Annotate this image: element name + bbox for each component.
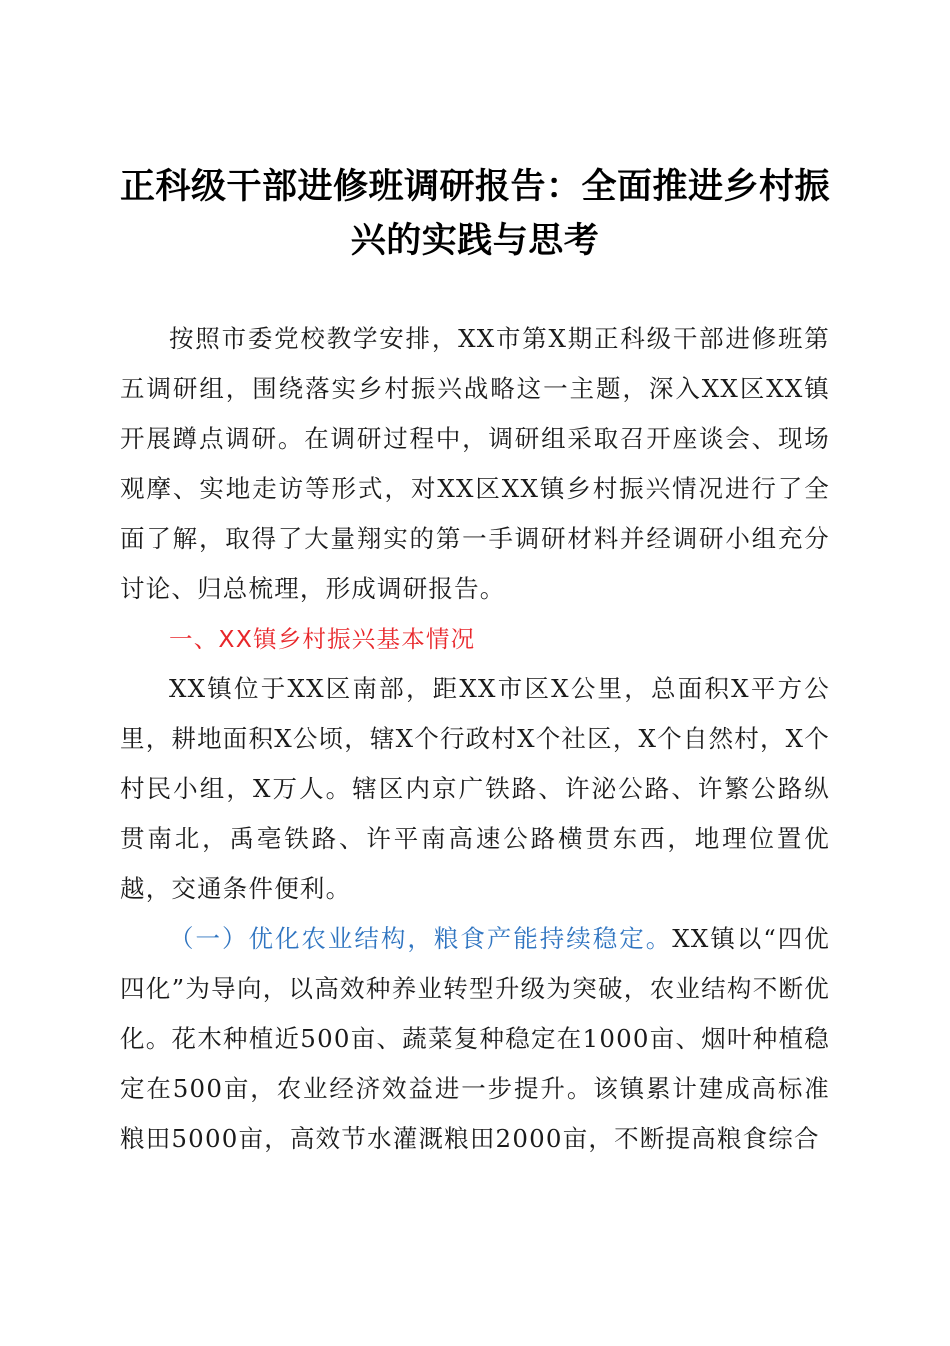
subheading-1: （一）优化农业结构，粮食产能持续稳定。	[169, 924, 673, 953]
document-title: 正科级干部进修班调研报告：全面推进乡村振兴的实践与思考	[119, 166, 830, 261]
intro-paragraph	[120, 314, 830, 614]
agriculture-paragraph-text: XX镇以“四优四化”为导向，以高效种养业转型升级为突破，农业结构不断优化。花木种植近500亩、蔬菜复种稳定在1000亩、烟叶种植稳定在500亩，农业经济效益进一步提升。该镇累计建成高标准粮田5000亩，高效节水灌溉粮田2000亩，不断提高粮食综合	[120, 924, 830, 1153]
document-body	[120, 314, 830, 1164]
section-heading-1-text: 一、XX镇乡村振兴基本情况	[169, 625, 476, 653]
overview-paragraph	[120, 664, 830, 914]
intro-paragraph-text: 按照市委党校教学安排，XX市第X期正科级干部进修班第五调研组，围绕落实乡村振兴战略这一主题，深入XX区XX镇开展蹲点调研。在调研过程中，调研组采取召开座谈会、现场观摩、实地走访等形式，对XX区XX镇乡村振兴情况进行了全面了解，取得了大量翔实的第一手调研材料并经调研小组充分讨论、归总梳理，形成调研报告。	[120, 324, 830, 603]
section-heading-1	[120, 614, 830, 664]
agriculture-paragraph	[120, 914, 830, 1164]
overview-paragraph-text: XX镇位于XX区南部，距XX市区X公里，总面积X平方公里，耕地面积X公顷，辖X个行政村X个社区，X个自然村，X个村民小组，X万人。辖区内京广铁路、许泌公路、许繁公路纵贯南北，禹亳铁路、许平南高速公路横贯东西，地理位置优越，交通条件便利。	[120, 674, 831, 903]
